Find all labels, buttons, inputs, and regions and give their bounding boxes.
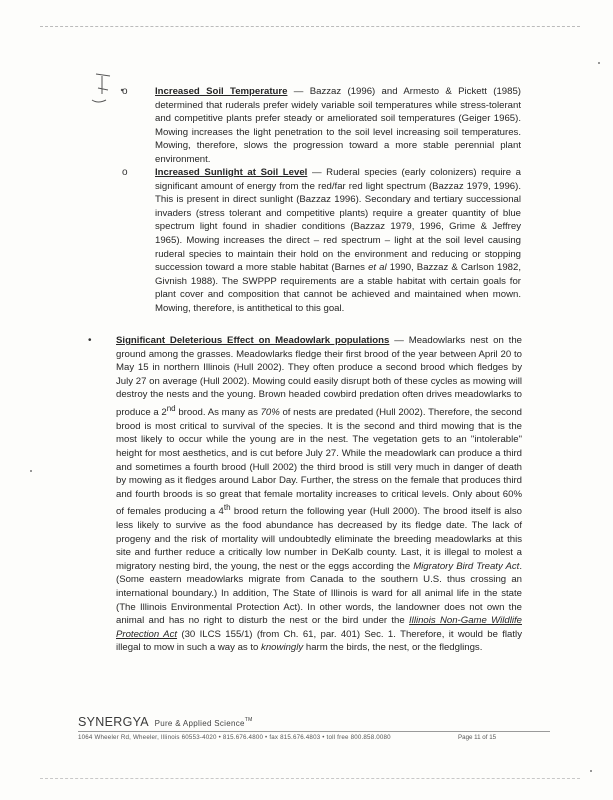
bullet-marker-soil-temperature: o xyxy=(122,86,128,97)
illinois-non-game-act: Illinois Non-Game Wildlife Protection Act xyxy=(116,615,522,640)
paragraph-sunlight xyxy=(155,166,521,316)
knowingly: knowingly xyxy=(261,642,304,654)
paragraph-meadowlark xyxy=(116,334,522,655)
footer-address: 1064 Wheeler Rd, Wheeler, Illinois 60553-4020 • 815.676.4800 • fax 815.676.4803 • toll free 800.858.0080 xyxy=(78,734,391,741)
bullet-marker-meadowlark: • xyxy=(88,335,92,346)
sup-th: th xyxy=(223,503,231,513)
body-sunlight-part-2: 1990, Bazzaz & Carlson 1982, Givnish 1988). The SWPPP requirements are a stable habitat with certain goals for plant cover and composition that cannot be achieved and maintained when mown. Mowing, therefore, is antithetical to this goal. xyxy=(155,262,521,314)
paragraph-soil-temperature xyxy=(155,85,521,167)
footer-rule xyxy=(78,731,550,732)
brand-name: SYNERGYA xyxy=(78,715,149,729)
sup-nd: nd xyxy=(166,403,176,413)
scan-artifact-top xyxy=(40,26,580,27)
migratory-bird-treaty-act: Migratory Bird Treaty Act xyxy=(413,560,520,572)
meadowlark-text-1: — Meadowlarks nest on the ground among the grasses. Meadowlarks fledge their first brood of the year between April 20 to May 15 in northern Illinois (Hull 2002). They often produce a second brood which fledges by July 27 on average (Hull 2002). Mowing could easily disrupt both of these cycles as mowing will destroy the nests and the young. Brown headed cowbird predation often drives meadowlarks to produce a 2 xyxy=(116,335,522,419)
meadowlark-text-5: . (Some eastern meadowlarks migrate from Canada to the southern U.S. thus crossing an international boundary.) In addition, The State of Illinois is ward for all animal life in the state (The Illinois Environmental Protection Act). In other words, the landowner does not own the animal and has no right to disturb the nest or the bird under the xyxy=(116,560,522,627)
scan-speck xyxy=(590,770,592,772)
brand-tagline: Pure & Applied Science xyxy=(154,719,245,728)
et-al: et al xyxy=(368,262,387,274)
page-number: Page 11 of 15 xyxy=(458,734,497,741)
footer-logo xyxy=(78,715,253,729)
bullet-marker-sunlight: o xyxy=(122,167,128,178)
trademark: TM xyxy=(244,717,253,723)
heading-meadowlark: Significant Deleterious Effect on Meadowlark populations xyxy=(116,335,390,346)
body-soil-temperature: — Bazzaz (1996) and Armesto & Pickett (1985) determined that ruderals prefer widely variable soil temperatures while stress-tolerant and competitive plants prefer steady or ameliorated soil temperatures (Geiger 1965). Mowing increases the light penetration to the soil level increasing soil temperatures. Mowing, therefore, slows the progression toward a more stable perennial plant environment. xyxy=(155,86,521,165)
body-sunlight-part-1: — Ruderal species (early colonizers) require a significant amount of energy from the red/far red light spectrum (Bazzaz 1979, 1996). This is present in direct sunlight (Bazzaz 1996). Secondary and tertiary successional invaders (stress tolerant and competitive plants) require a greater quantity of blue spectrum light found in shadier conditions (Bazzaz 1979, 1996, Grime & Jeffrey 1965). Mowing increases the direct – red spectrum – light at the soil level causing ruderal species to maintain their hold on the environment and reducing or stopping succession toward a more stable habitat (Barnes xyxy=(155,167,522,274)
meadowlark-text-4: brood return the following year (Hull 2000). The brood itself is also less likely to survive as the food abundance has decreased by its fledge date. The lack of progeny and the risk of mortality will undoubtedly eliminate the breeding meadowlarks at this site and further reduce a critically low number in DeKalb county. Last, it is illegal to molest a migratory nesting bird, the young, the nest or the eggs according the xyxy=(116,506,522,572)
meadowlark-text-2: brood. As many as xyxy=(175,407,261,419)
scan-artifact-bottom xyxy=(40,778,580,779)
meadowlark-text-6: (30 ILCS 155/1) (from Ch. 61, par. 401) Sec. 1. Therefore, it would be flatly illegal to mow in such a way as to xyxy=(116,628,522,654)
meadowlark-text-3: of nests are predated (Hull 2002). Therefore, the second brood is most critical to survival of the species. It is the second and third mowing that is the most likely to occur while the young are in the nest. The vegetation gets to an "intolerable" height for most aesthetics, and is cut before July 27. While the meadowlark can produce a third and sometimes a fourth brood (Hull 2002) the third brood is still very much in danger of death by mowing as it fledges around Labor Day. Further, the stress on the female that produces third and fourth broods is so great that female mortality increases to critical levels. Only about 60% of females producing a 4 xyxy=(116,407,522,518)
meadowlark-text-7: harm the birds, the nest, or the fledglings. xyxy=(303,642,483,654)
percent-predated: 70% xyxy=(260,407,280,419)
scan-speck xyxy=(598,62,600,64)
scan-speck xyxy=(30,470,32,472)
heading-sunlight: Increased Sunlight at Soil Level xyxy=(155,167,308,178)
heading-soil-temperature: Increased Soil Temperature xyxy=(155,86,288,97)
